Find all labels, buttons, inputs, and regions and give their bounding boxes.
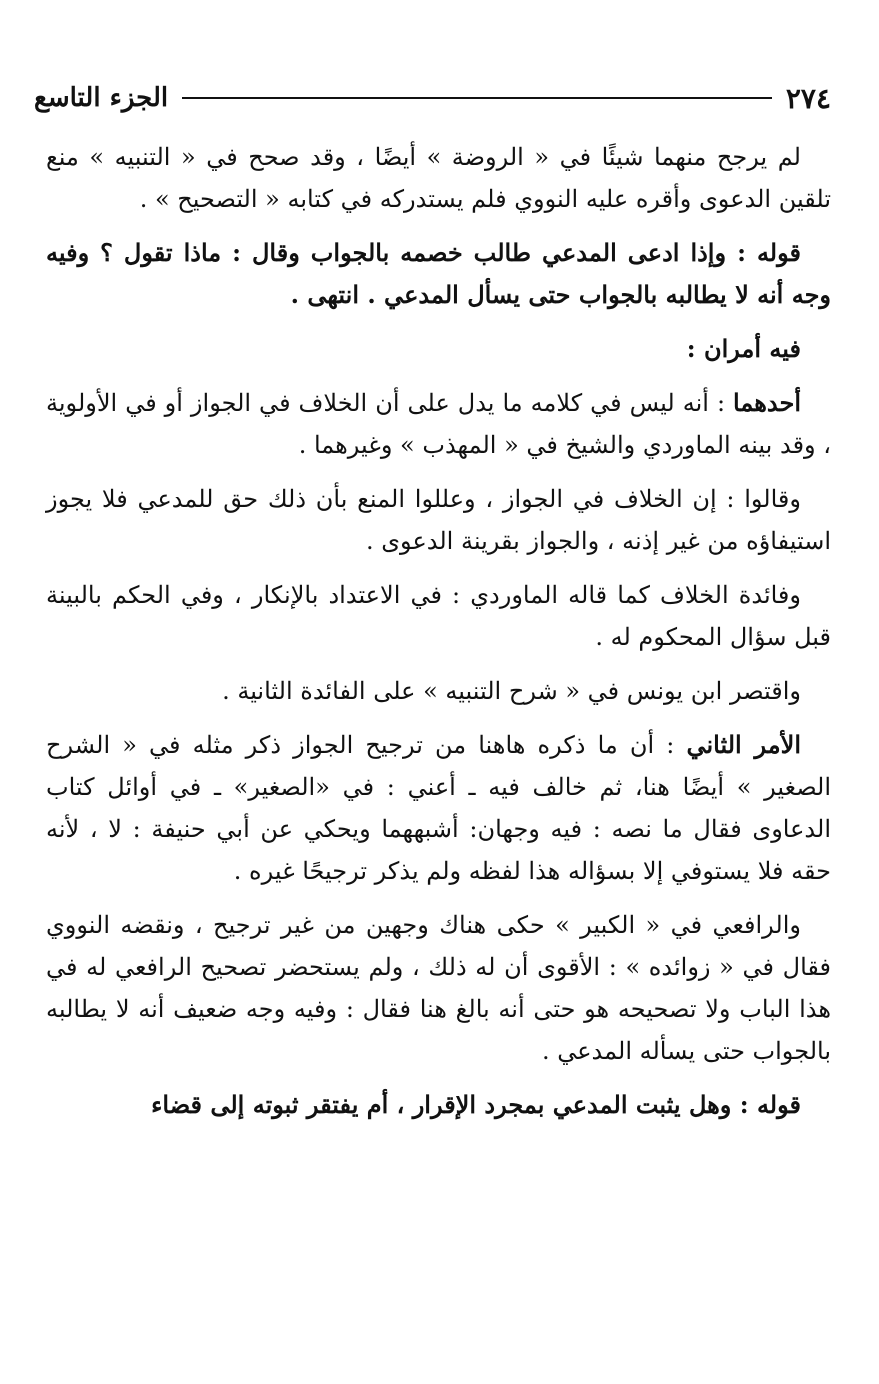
paragraph	[46, 478, 831, 562]
paragraph-text: والرافعي في « الكبير » حكى هناك وجهين من غير ترجيح ، ونقضه النووي فقال في « زوائده » : الأقوى أن له ذلك ، ولم يستحضر تصحيح الرافعي له في هذا الباب ولا تصحيحه هو حتى أنه بالغ هنا فقال : وفيه وجه ضعيف أنه لا يطالبه بالجواب حتى يسأله المدعي .	[46, 911, 831, 1065]
quoted-heading-paragraph	[46, 1084, 831, 1126]
header-rule	[182, 97, 772, 99]
paragraph	[46, 574, 831, 658]
paragraph-lead: الأمر الثاني	[686, 730, 801, 759]
page-number: ٢٧٤	[785, 81, 831, 115]
paragraph-text: قوله : وإذا ادعى المدعي طالب خصمه بالجواب وقال : ماذا تقول ؟ وفيه وجه أنه لا يطالبه بالجواب حتى يسأل المدعي . انتهى .	[46, 238, 831, 309]
paragraph-lead: أحدهما	[733, 388, 801, 417]
paragraph	[46, 724, 831, 892]
page-header	[34, 78, 831, 118]
paragraph-text: قوله : وهل يثبت المدعي بمجرد الإقرار ، أم يفتقر ثبوته إلى قضاء	[151, 1090, 801, 1119]
paragraph	[46, 136, 831, 220]
paragraph	[46, 904, 831, 1072]
paragraph	[46, 670, 831, 712]
section-intro	[46, 328, 831, 370]
page-body	[46, 136, 831, 1138]
paragraph-text: : أن ما ذكره هاهنا من ترجيح الجواز ذكر مثله في « الشرح الصغير » أيضًا هنا، ثم خالف فيه ـ أعني : في «الصغير» ـ في أوائل كتاب الدعاوى فقال ما نصه : فيه وجهان: أشبههما ويحكي عن أبي حنيفة : لا ، لأنه حقه فلا يستوفي إلا بسؤاله هذا لفظه ولم يذكر ترجيحًا غيره .	[46, 731, 831, 885]
running-title: الجزء التاسع	[34, 83, 169, 113]
quoted-heading-paragraph	[46, 232, 831, 316]
paragraph-text: وقالوا : إن الخلاف في الجواز ، وعللوا المنع بأن ذلك حق للمدعي فلا يجوز استيفاؤه من غير إذنه ، والجواز بقرينة الدعوى .	[46, 485, 831, 555]
paragraph-text: واقتصر ابن يونس في « شرح التنبيه » على الفائدة الثانية .	[222, 677, 801, 705]
paragraph	[46, 382, 831, 466]
paragraph-text: : أنه ليس في كلامه ما يدل على أن الخلاف في الجواز أو في الأولوية ، وقد بينه الماوردي والشيخ في « المهذب » وغيرهما .	[46, 389, 831, 459]
paragraph-text: فيه أمران :	[686, 334, 801, 363]
paragraph-text: وفائدة الخلاف كما قاله الماوردي : في الاعتداد بالإنكار ، وفي الحكم بالبينة قبل سؤال المحكوم له .	[46, 581, 831, 651]
paragraph-text: لم يرجح منهما شيئًا في « الروضة » أيضًا ، وقد صحح في « التنبيه » منع تلقين الدعوى وأقره عليه النووي فلم يستدركه في كتابه « التصحيح » .	[46, 143, 831, 213]
